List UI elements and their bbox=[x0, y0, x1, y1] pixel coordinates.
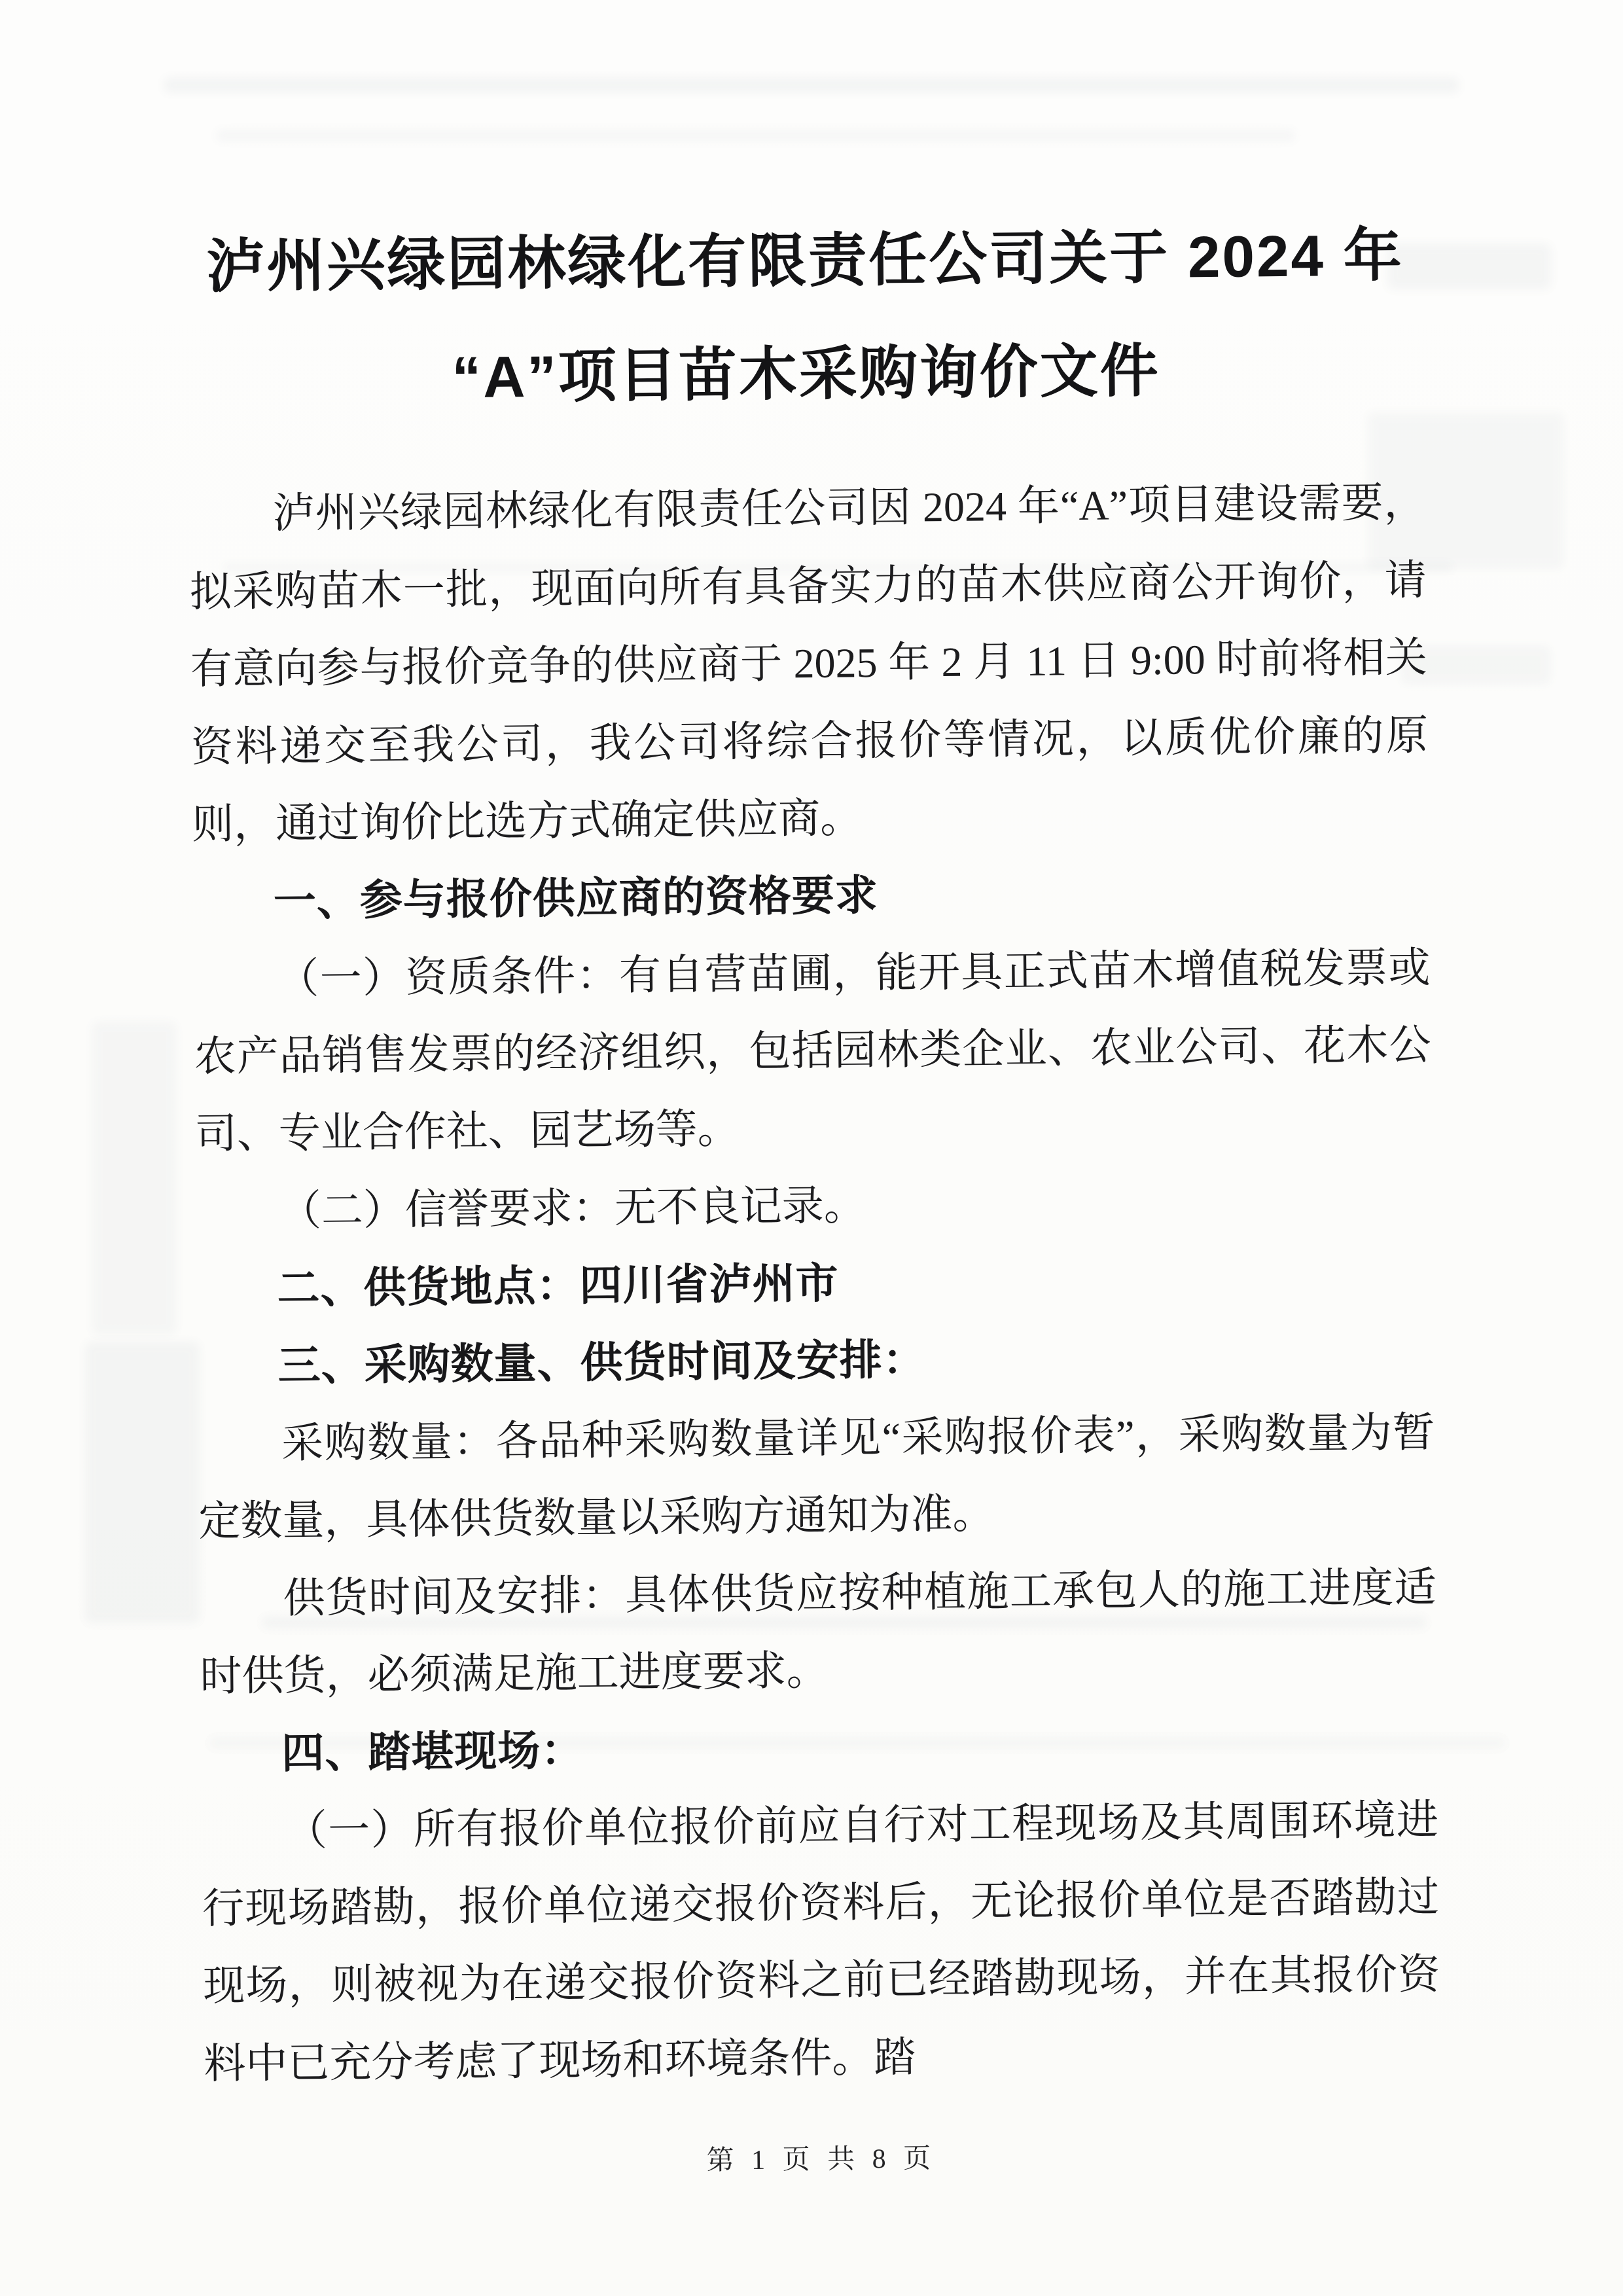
section-1-heading: 一、参与报价供应商的资格要求 bbox=[273, 871, 879, 925]
document-content bbox=[186, 159, 1441, 2103]
section-3-heading: 三、采购数量、供货时间及安排： bbox=[277, 1335, 926, 1390]
purchase-quantity-paragraph: 采购数量：各品种采购数量详见“采购报价表”，采购数量为暂定数量，具体供货数量以采购方通知为准。 bbox=[198, 1408, 1435, 1545]
document-title-line-1: 泸州兴绿园林绿化有限责任公司关于 2024 年 bbox=[205, 221, 1404, 299]
site-survey-paragraph: （一）所有报价单位报价前应自行对工程现场及其周围环境进行现场踏勘，报价单位递交报价资料后，无论报价单位是否踏勘过现场，则被视为在递交报价资料之前已经踏勘现场，并在其报价资料中已充分考虑了现场和环境条件。踏 bbox=[202, 1796, 1440, 2087]
reputation-paragraph: （二）信誉要求：无不良记录。 bbox=[279, 1181, 866, 1234]
page-footer: 第 1 页 共 8 页 bbox=[706, 2144, 936, 2176]
document-title-line-2: “A”项目苗木采购询价文件 bbox=[452, 338, 1161, 410]
section-4-heading: 四、踏堪现场： bbox=[281, 1726, 584, 1778]
supply-schedule-paragraph: 供货时间及安排：具体供货应按种植施工承包人的施工进度适时供货，必须满足施工进度要求。 bbox=[200, 1564, 1436, 1700]
document-title bbox=[186, 198, 1425, 437]
section-2-heading: 二、供货地点：四川省泸州市 bbox=[277, 1259, 839, 1313]
document-body bbox=[188, 464, 1441, 2103]
intro-paragraph: 泸州兴绿园林绿化有限责任公司因 2024 年“A”项目建设需要，拟采购苗木一批，现面向所有具备实力的苗木供应商公开询价，请有意向参与报价竞争的供应商于 2025 年 2 月 11 日 9:00 时前将相关资料递交至我公司，我公司将综合报价等情况，以质优价廉的原则，通过询价比选方式确定供应商。 bbox=[189, 479, 1429, 848]
qualification-paragraph: （一）资质条件：有自营苗圃，能开具正式苗木增值税发票或农产品销售发票的经济组织，包括园林类企业、农业公司、花木公司、专业合作社、园艺场等。 bbox=[194, 944, 1431, 1158]
